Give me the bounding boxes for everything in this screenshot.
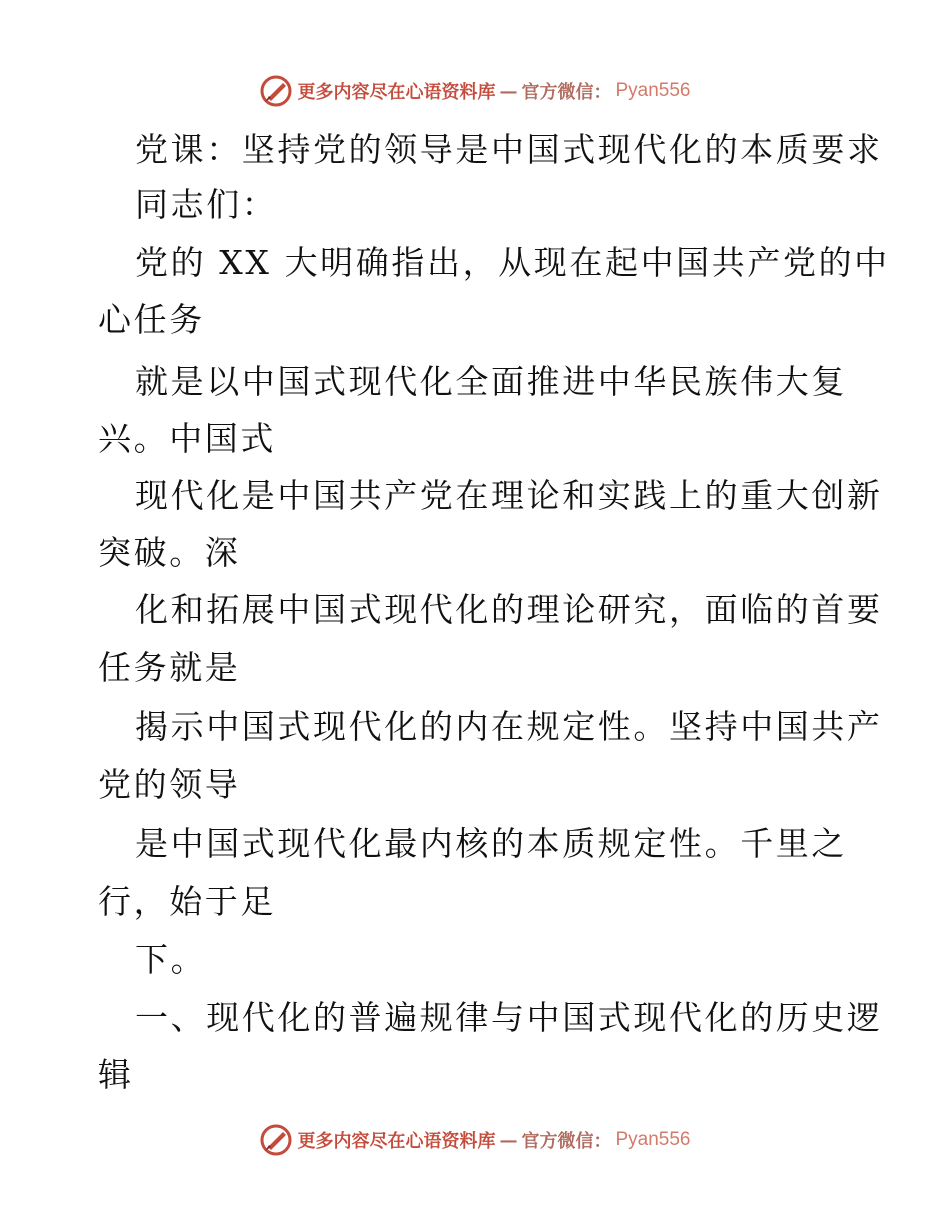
watermark-dash: — — [499, 80, 518, 102]
doc-line: 现代化是中国共产党在理论和实践上的重大创新 — [135, 476, 883, 515]
pen-logo-icon — [259, 74, 293, 108]
doc-section-heading: 一、现代化的普遍规律与中国式现代化的历史逻 — [135, 998, 883, 1037]
watermark-label: 官方微信： — [521, 1131, 612, 1152]
doc-title: 党课：坚持党的领导是中国式现代化的本质要求 — [135, 130, 883, 169]
doc-line: 行，始于足 — [98, 882, 276, 921]
watermark-prefix: 更多内容尽在心语资料库 — [297, 1131, 496, 1152]
doc-line: 兴。中国式 — [98, 419, 276, 458]
watermark-dash: — — [499, 1129, 518, 1151]
doc-line: 辑 — [98, 1055, 134, 1094]
watermark-prefix: 更多内容尽在心语资料库 — [297, 82, 496, 103]
watermark-header — [0, 71, 950, 111]
doc-greeting: 同志们： — [135, 185, 278, 224]
watermark-account: Pyan556 — [615, 80, 691, 101]
watermark-label: 官方微信： — [521, 82, 612, 103]
doc-line: 化和拓展中国式现代化的理论研究，面临的首要 — [135, 590, 883, 629]
pen-logo-icon — [259, 1123, 293, 1157]
doc-line: 揭示中国式现代化的内在规定性。坚持中国共产 — [135, 707, 883, 746]
doc-line: 就是以中国式现代化全面推进中华民族伟大复 — [135, 362, 847, 401]
doc-line: 党的 XX 大明确指出，从现在起中国共产党的中 — [135, 243, 890, 282]
doc-line: 任务就是 — [98, 648, 241, 687]
doc-line: 是中国式现代化最内核的本质规定性。千里之 — [135, 824, 847, 863]
doc-line: 突破。深 — [98, 533, 241, 572]
doc-line: 党的领导 — [98, 765, 241, 804]
watermark-footer — [0, 1120, 950, 1160]
doc-line: 心任务 — [98, 300, 205, 339]
watermark-account: Pyan556 — [615, 1129, 691, 1150]
doc-line: 下。 — [135, 940, 207, 979]
